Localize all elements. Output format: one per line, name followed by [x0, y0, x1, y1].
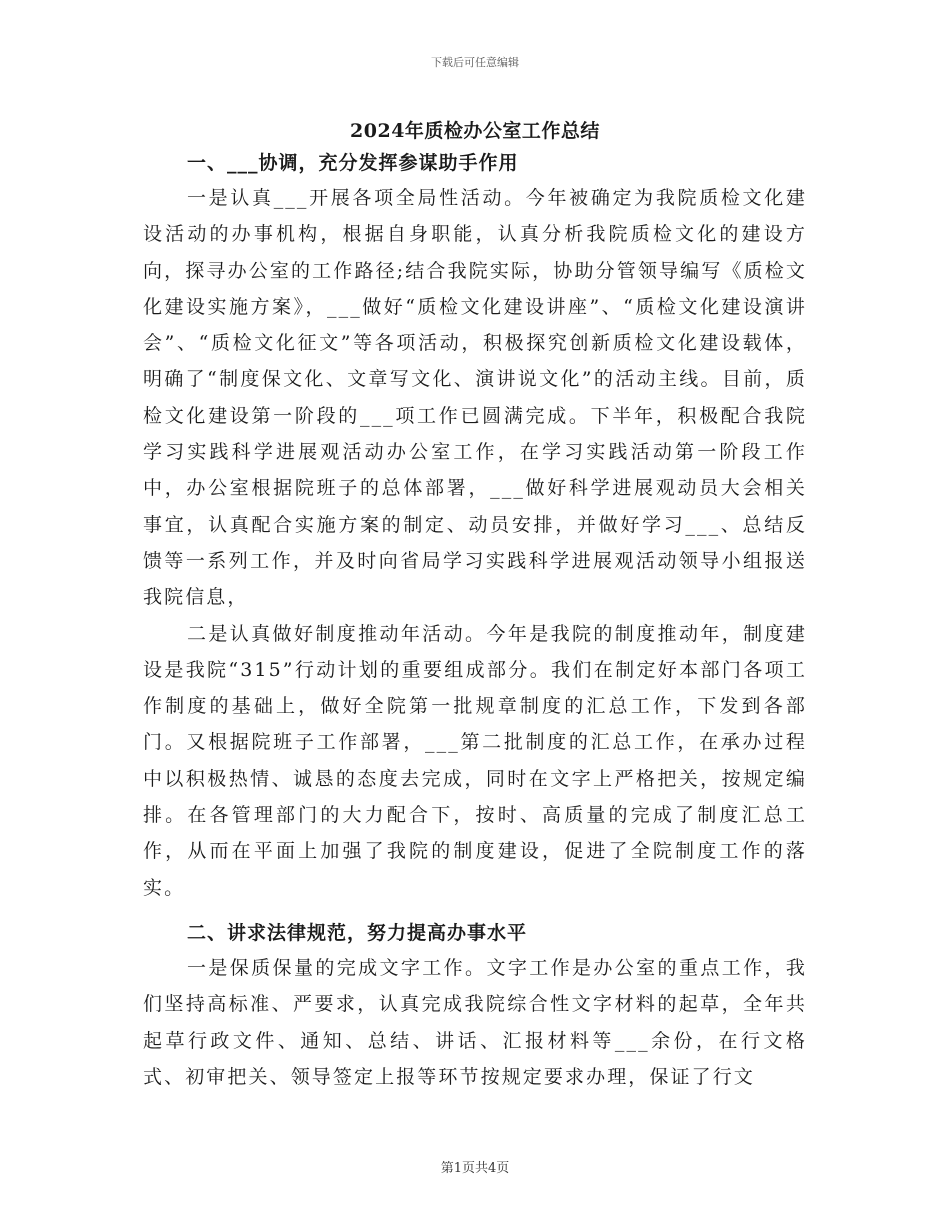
section-2-paragraph-1: 一是保质保量的完成文字工作。文字工作是办公室的重点工作，我们坚持高标准、严要求，认真完成我院综合性文字材料的起草，全年共起草行政文件、通知、总结、讲话、汇报材料等___余份，在行文格式、初审把关、领导签定上报等环节按规定要求办理，保证了行文 [143, 956, 807, 1088]
page-footer: 第1页共4页 [440, 1161, 510, 1176]
section-1-paragraph-2: 二是认真做好制度推动年活动。今年是我院的制度推动年，制度建设是我院“315”行动计划的重要组成部分。我们在制定好本部门各项工作制度的基础上，做好全院第一批规章制度的汇总工作，下发到各部门。又根据院班子工作部署，___第二批制度的汇总工作，在承办过程中以积极热情、诚恳的态度去完成，同时在文字上严格把关，按规定编排。在各管理部门的大力配合下，按时、高质量的完成了制度汇总工作，从而在平面上加强了我院的制度建设，促进了全院制度工作的落实。 [143, 622, 807, 899]
section-1-heading: 一、___协调，充分发挥参谋助手作用 [187, 152, 519, 174]
section-1-paragraph-1: 一是认真___开展各项全局性活动。今年被确定为我院质检文化建设活动的办事机构，根据自身职能，认真分析我院质检文化的建设方向，探寻办公室的工作路径;结合我院实际，协助分管领导编写《质检文化建设实施方案》，___做好“质检文化建设讲座”、“质检文化建设演讲会”、“质检文化征文”等各项活动，积极探究创新质检文化建设载体，明确了“制度保文化、文章写文化、演讲说文化”的活动主线。目前，质检文化建设第一阶段的___项工作已圆满完成。下半年，积极配合我院学习实践科学进展观活动办公室工作，在学习实践活动第一阶段工作中，办公室根据院班子的总体部署，___做好科学进展观动员大会相关事宜，认真配合实施方案的制定、动员安排，并做好学习___、总结反馈等一系列工作，并及时向省局学习实践科学进展观活动领导小组报送我院信息， [143, 187, 807, 609]
document-title: 2024年质检办公室工作总结 [350, 120, 600, 142]
header-note: 下载后可任意编辑 [431, 56, 519, 69]
section-2-heading: 二、讲求法律规范，努力提高办事水平 [187, 921, 528, 944]
document-body [143, 146, 807, 1095]
